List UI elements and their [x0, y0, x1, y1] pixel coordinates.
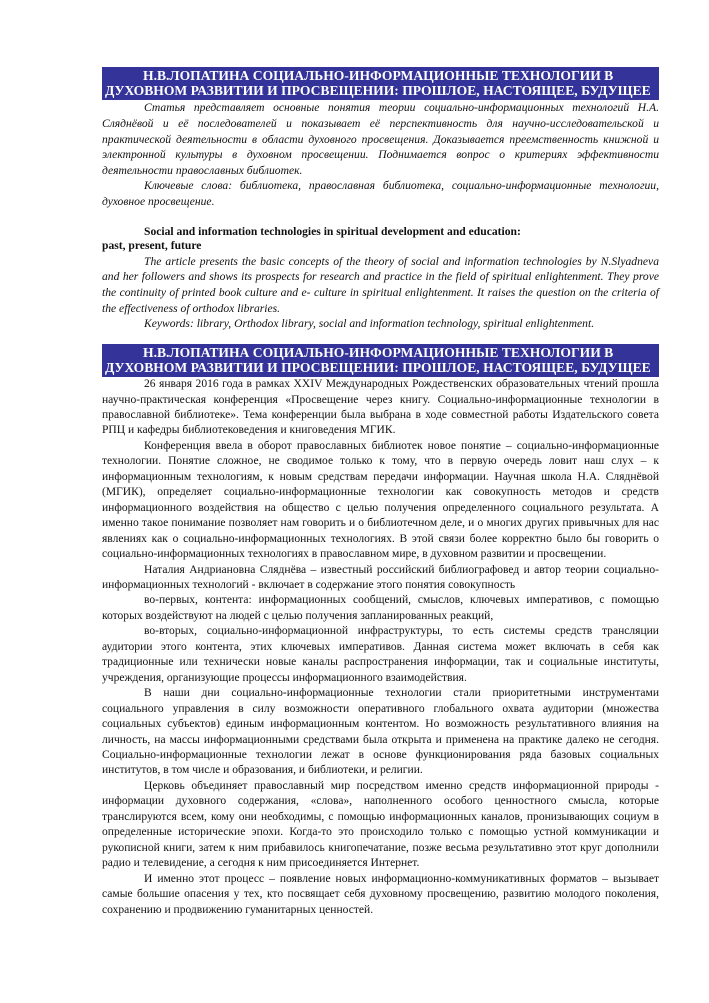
abstract-en	[102, 225, 659, 332]
abstract-ru	[102, 100, 659, 209]
article-page	[102, 67, 659, 918]
abstract-en-text: The article presents the basic concepts of the theory of social and information technologies by N.Slyadneva and her followers and shows its prospects for research and practice in the field of spiritual enlightenment. They prove the continuity of printed book culture and e- culture in spiritual enlightenment. It raises the question on the criteria of the effectiveness of orthodox libraries.	[102, 254, 659, 315]
article-title-banner-repeat: Н.В.ЛОПАТИНА СОЦИАЛЬНО-ИНФОРМАЦИОННЫЕ ТЕХНОЛОГИИ В ДУХОВНОМ РАЗВИТИИ И ПРОСВЕЩЕНИИ: ПРОШЛОЕ, НАСТОЯЩЕЕ, БУДУЩЕЕ	[102, 344, 659, 377]
body-paragraph: Конференция ввела в оборот православных библиотек новое понятие – социально-информационные технологии. Понятие сложное, не сводимое только к тому, что в первую очередь ловит наш слух – к информационным технологиям, к новым средствам передачи информации. Научная школа Н.А. Сляднёвой (МГИК), определяет социально-информационные технологии как совокупность методов и средств информационного воздействия на общество с целью получения определенного социального результата. А именно такое понимание позволяет нам говорить и о библиотечном деле, и о многих других привычных для нас явлениях как о социально-информационных технологиях. В этой связи более корректно было бы говорить о социально-информационных технологиях в православном мире, в духовном развитии и просвещении.	[102, 439, 659, 561]
abstract-ru-text: Статья представляет основные понятия теории социально-информационных технологий Н.А. Сляднёвой и её последователей и показывает её перспективность для научно-исследовательской и практической деятельности в области духовного просвещения. Доказывается преемственность книжной и электронной культуры в духовном просвещении. Поднимается вопрос о критериях эффективности деятельности православных библиотек.	[102, 101, 659, 177]
english-title-line1: Social and information technologies in spiritual development and education:	[144, 224, 521, 238]
article-title-banner: Н.В.ЛОПАТИНА СОЦИАЛЬНО-ИНФОРМАЦИОННЫЕ ТЕХНОЛОГИИ В ДУХОВНОМ РАЗВИТИИ И ПРОСВЕЩЕНИИ: ПРОШЛОЕ, НАСТОЯЩЕЕ, БУДУЩЕЕ	[102, 67, 659, 100]
body-paragraph: во-первых, контента: информационных сообщений, смыслов, ключевых императивов, с помощью которых воздействуют на людей с целью получения запланированных реакций,	[102, 594, 659, 622]
body-paragraph: во-вторых, социально-информационной инфраструктуры, то есть системы средств трансляции аудитории этого контента, этих ключевых императивов. Данная система может включать в себя как традиционные или технически новые каналы распространения информации, так и социальные институты, учреждения, организующие процессы информационного взаимодействия.	[102, 625, 659, 684]
body-paragraph: Церковь объединяет православный мир посредством именно средств информационной природы - информации духовного содержания, «слова», наполненного особого ценностного смысла, которые транслируются всем, кому они необходимы, с помощью информационных каналов, пронизывающих социум в определенные исторические эпохи. Когда-то это происходило только с помощью устной коммуникации и рукописной книги, затем к ним прибавилось книгопечатание, позже весьма результативно этот круг дополнили радио и телевидение, а сегодня к ним присоединяется Интернет.	[102, 779, 659, 870]
keywords-en: Keywords: library, Orthodox library, social and information technology, spiritual enlightenment.	[144, 317, 595, 331]
english-title-line2: past, present, future	[102, 239, 202, 253]
body-paragraph: 26 января 2016 года в рамках XXIV Международных Рождественских образовательных чтений прошла научно-практическая конференция «Просвещение через книгу. Социально-информационные технологии в православной библиотеке». Тема конференции была выбрана в ходе совместной работы Издательского совета РПЦ и кафедры библиотековедения и книговедения МГИК.	[102, 378, 659, 437]
article-body	[102, 377, 659, 918]
body-paragraph: Наталия Андриановна Сляднёва – известный российский библиографовед и автор теории социально-информационных технологий - включает в содержание этого понятия совокупность	[102, 563, 659, 592]
keywords-ru: Ключевые слова: библиотека, православная библиотека, социально-информационные технологии, духовное просвещение.	[102, 179, 659, 208]
body-paragraph: И именно этот процесс – появление новых информационно-коммуникативных форматов – вызывает самые большие опасения у тех, кто посвящает себя духовному просвещению, развитию молодого поколения, сохранению и продвижению гуманитарных ценностей.	[102, 872, 659, 916]
body-paragraph: В наши дни социально-информационные технологии стали приоритетными инструментами социального управления в силу возможности оперативного глобального охвата аудитории (множества социальных субъектов) единым информационным контентом. Но возможность результативного влияния на личность, на массы информационными средствами была открыта и применена на практике далеко не сегодня. Социально-информационные технологии лежат в основе функционирования ряда базовых социальных институтов, в том числе и образования, и библиотеки, и религии.	[102, 687, 659, 777]
